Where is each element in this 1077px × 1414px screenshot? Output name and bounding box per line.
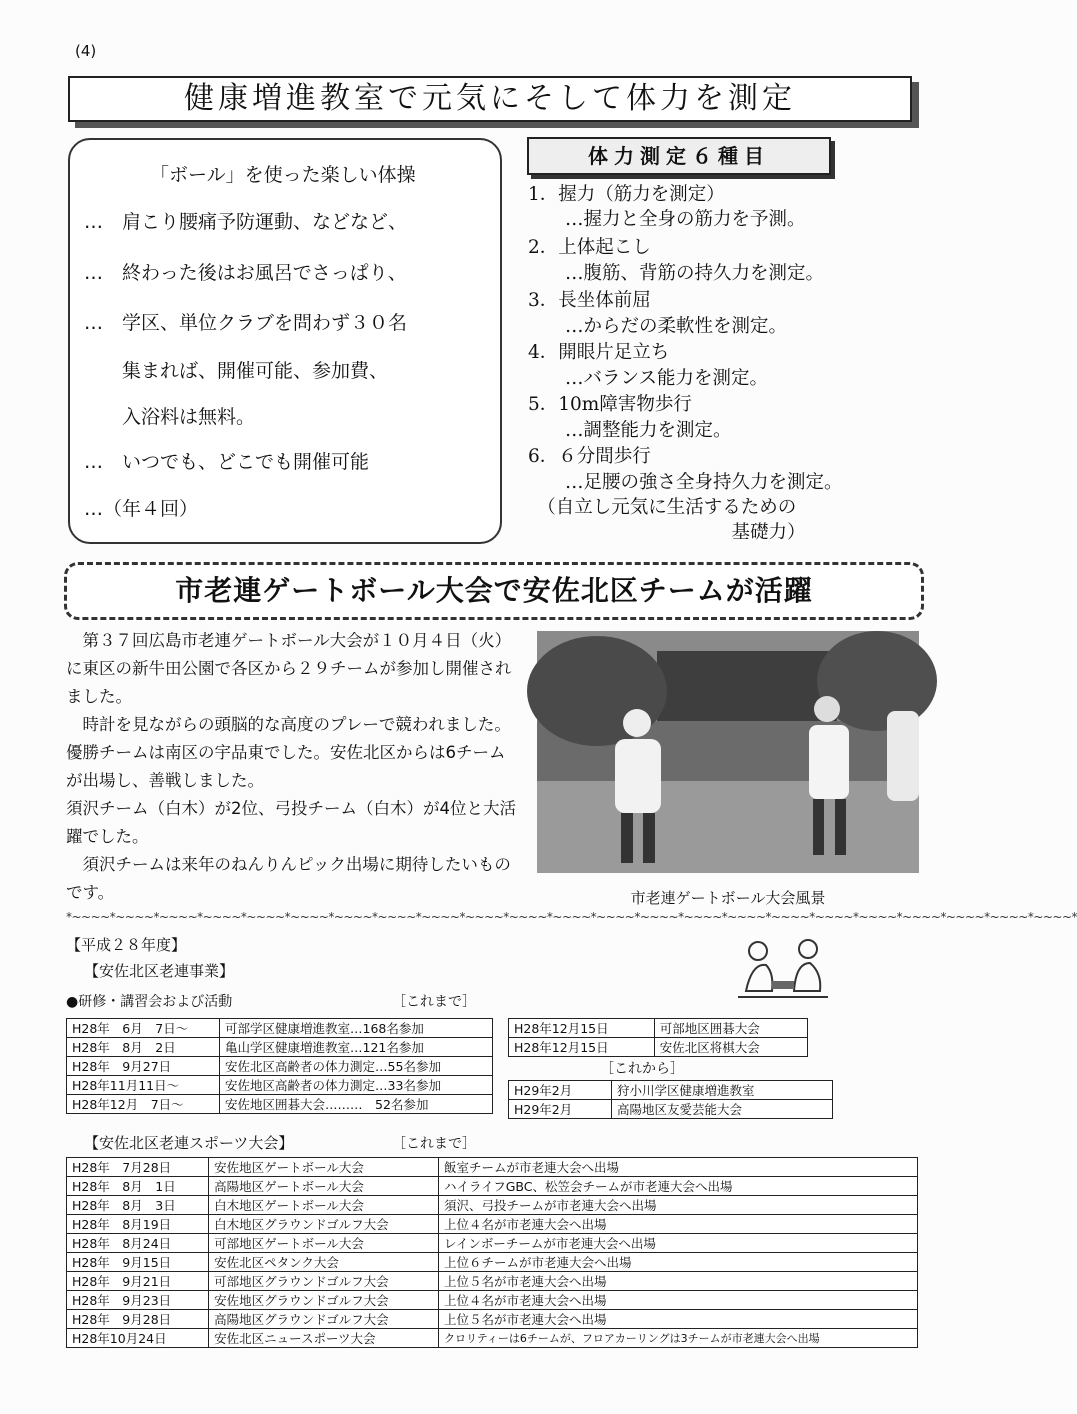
table-row (67, 1329, 918, 1348)
fitness-item: 3．長坐体前屈 (528, 290, 651, 311)
table-cell: H28年 8月19日 (67, 1215, 209, 1234)
table-cell: 安佐地区高齢者の体力測定…33名参加 (220, 1076, 493, 1095)
ball-exercise-line: 入浴料は無料。 (84, 406, 256, 428)
table-cell: 上位６チームが市老連大会へ出場 (439, 1253, 918, 1272)
divider: *~~~~*~~~~*~~~~*~~~~*~~~~*~~~~*~~~~*~~~~*~~~~*~~~~*~~~~*~~~~*~~~~*~~~~*~~~~*~~~~*~~~~*~~~~*~~~~*~~~~*~~~~*~~~~*~~~~* (66, 910, 1077, 924)
table-cell: 高陽地区ゲートボール大会 (209, 1177, 439, 1196)
so-far-label: ［これまで］ (392, 1136, 476, 1152)
sports-table (66, 1157, 918, 1348)
ball-exercise-line: … 学区、単位クラブを問わず３０名 (84, 312, 408, 334)
article-paragraph: 須沢チーム（白木）が2位、弓投チーム（白木）が4位と大活躍でした。 (66, 799, 516, 846)
table-cell: H28年12月 7日～ (67, 1095, 220, 1114)
training-table (66, 1018, 493, 1114)
table-cell: 可部地区囲碁大会 (654, 1019, 807, 1038)
table-cell: クロリティーは6チームが、フロアカーリングは3チームが市老連大会へ出場 (439, 1329, 918, 1348)
table-cell: H28年 9月28日 (67, 1310, 209, 1329)
gateball-photo-image (537, 631, 919, 873)
ball-exercise-line: … いつでも、どこでも開催可能 (84, 451, 370, 473)
table-row (67, 1038, 493, 1057)
table-cell: 白木地区ゲートボール大会 (209, 1196, 439, 1215)
table-row (67, 1019, 493, 1038)
org-label: 【安佐北区老連事業】 (84, 962, 235, 980)
fitness-item: …腹筋、背筋の持久力を測定。 (528, 263, 825, 284)
table-row (509, 1019, 808, 1038)
table-cell: 飯室チームが市老連大会へ出場 (439, 1158, 918, 1177)
table-row (67, 1177, 918, 1196)
table-row (67, 1095, 493, 1114)
table-cell: H28年 8月 3日 (67, 1196, 209, 1215)
table-cell: H28年 9月27日 (67, 1057, 220, 1076)
table-row (67, 1215, 918, 1234)
fitness-item: …バランス能力を測定。 (528, 368, 768, 389)
page-number: (4) (75, 42, 97, 60)
table-cell: レインボーチームが市老連大会へ出場 (439, 1234, 918, 1253)
ball-exercise-line: 集まれば、開催可能、参加費、 (84, 360, 389, 382)
year-label: 【平成２８年度】 (66, 936, 187, 954)
table-cell: 白木地区グラウンドゴルフ大会 (209, 1215, 439, 1234)
table-cell: H28年 9月23日 (67, 1291, 209, 1310)
table-cell: 上位４名が市老連大会へ出場 (439, 1291, 918, 1310)
table-cell: 可部地区ゲートボール大会 (209, 1234, 439, 1253)
table-cell: H28年 8月24日 (67, 1234, 209, 1253)
fitness-item: …足腰の強さ全身持久力を測定。 (528, 472, 843, 493)
table-row (509, 1100, 833, 1119)
table-cell: H28年 9月21日 (67, 1272, 209, 1291)
table-row (67, 1253, 918, 1272)
table-cell: 高陽地区友愛芸能大会 (612, 1100, 833, 1119)
page-title: 健康増進教室で元気にそして体力を測定 (68, 76, 912, 122)
table-row (67, 1291, 918, 1310)
table-cell: H28年12月15日 (509, 1038, 655, 1057)
table-cell: H28年 6月 7日～ (67, 1019, 220, 1038)
table-row (509, 1038, 808, 1057)
table-cell: H28年 9月15日 (67, 1253, 209, 1272)
ball-exercise-line: … 肩こり腰痛予防運動、などなど、 (84, 211, 408, 233)
fitness-item: 1．握力（筋力を測定） (528, 184, 725, 205)
table-cell: H29年2月 (509, 1100, 612, 1119)
table-cell: 須沢、弓投チームが市老連大会へ出場 (439, 1196, 918, 1215)
article-paragraph: 第３７回広島市老連ゲートボール大会が１０月４日（火）に東区の新牛田公園で各区から２９チームが参加し開催されました。 (66, 631, 512, 706)
ball-exercise-line: …（年４回） (84, 498, 199, 520)
article-paragraph: 時計を見ながらの頭脳的な高度のプレーで競われました。優勝チームは南区の宇品東でした。安佐北区からは6チームが出場し、善戦しました。 (66, 715, 511, 790)
table-row (67, 1196, 918, 1215)
fitness-item: （自立し元気に生活するための (528, 497, 797, 518)
ball-exercise-box (68, 138, 502, 544)
table-row (67, 1272, 918, 1291)
table-cell: 狩小川学区健康増進教室 (612, 1081, 833, 1100)
events-done-table (508, 1018, 808, 1057)
table-cell: 安佐地区グラウンドゴルフ大会 (209, 1291, 439, 1310)
gateball-photo (537, 631, 919, 873)
table-cell: 安佐北区ニュースポーツ大会 (209, 1329, 439, 1348)
events-upcoming-table (508, 1080, 833, 1119)
fitness-test-heading: 体力測定６種目 (527, 137, 831, 175)
section-title: 市老連ゲートボール大会で安佐北区チームが活躍 (64, 562, 924, 620)
shogi-players-illustration (738, 933, 828, 1003)
table-cell: H29年2月 (509, 1081, 612, 1100)
article-body (66, 627, 516, 907)
so-far-label: ［これまで］ (392, 994, 476, 1010)
sports-label: 【安佐北区老連スポーツ大会】 (84, 1134, 294, 1152)
article-paragraph: 須沢チームは来年のねんりんピック出場に期待したいものです。 (66, 855, 511, 902)
table-cell: 上位５名が市老連大会へ出場 (439, 1310, 918, 1329)
photo-caption: 市老連ゲートボール大会風景 (630, 889, 826, 907)
table-row (509, 1081, 833, 1100)
fitness-item: 4．開眼片足立ち (528, 342, 670, 363)
table-cell: 上位４名が市老連大会へ出場 (439, 1215, 918, 1234)
table-cell: 上位５名が市老連大会へ出場 (439, 1272, 918, 1291)
table-row (67, 1057, 493, 1076)
table-cell: H28年10月24日 (67, 1329, 209, 1348)
table-row (67, 1310, 918, 1329)
fitness-item: 2．上体起こし (528, 237, 651, 258)
table-cell: 亀山学区健康増進教室…121名参加 (220, 1038, 493, 1057)
table-row (67, 1076, 493, 1095)
table-row (67, 1234, 918, 1253)
table-cell: 高陽地区グラウンドゴルフ大会 (209, 1310, 439, 1329)
table-cell: 安佐地区ゲートボール大会 (209, 1158, 439, 1177)
fitness-item: 基礎力） (528, 522, 806, 543)
table-cell: 安佐地区囲碁大会……… 52名参加 (220, 1095, 493, 1114)
ball-exercise-heading: 「ボール」を使った楽しい体操 (150, 164, 416, 186)
table-cell: H28年11月11日～ (67, 1076, 220, 1095)
ball-exercise-line: … 終わった後はお風呂でさっぱり、 (84, 262, 407, 284)
table-cell: H28年 7月28日 (67, 1158, 209, 1177)
table-cell: 可部学区健康増進教室…168名参加 (220, 1019, 493, 1038)
table-cell: ハイライフGBC、松笠会チームが市老連大会へ出場 (439, 1177, 918, 1196)
table-cell: 安佐北区高齢者の体力測定…55名参加 (220, 1057, 493, 1076)
fitness-item: …調整能力を測定。 (528, 420, 732, 441)
fitness-item: 6．６分間歩行 (528, 446, 651, 467)
table-cell: 可部地区グラウンドゴルフ大会 (209, 1272, 439, 1291)
training-label: ●研修・講習会および活動 (66, 994, 233, 1010)
from-now-label: ［これから］ (600, 1061, 684, 1077)
fitness-item: …握力と全身の筋力を予測。 (528, 209, 806, 230)
table-cell: H28年12月15日 (509, 1019, 655, 1038)
table-row (67, 1158, 918, 1177)
fitness-item: 5．10m障害物歩行 (528, 394, 692, 415)
fitness-item: …からだの柔軟性を測定。 (528, 316, 788, 337)
table-cell: 安佐北区将棋大会 (654, 1038, 807, 1057)
table-cell: H28年 8月 2日 (67, 1038, 220, 1057)
table-cell: H28年 8月 1日 (67, 1177, 209, 1196)
table-cell: 安佐北区ペタンク大会 (209, 1253, 439, 1272)
